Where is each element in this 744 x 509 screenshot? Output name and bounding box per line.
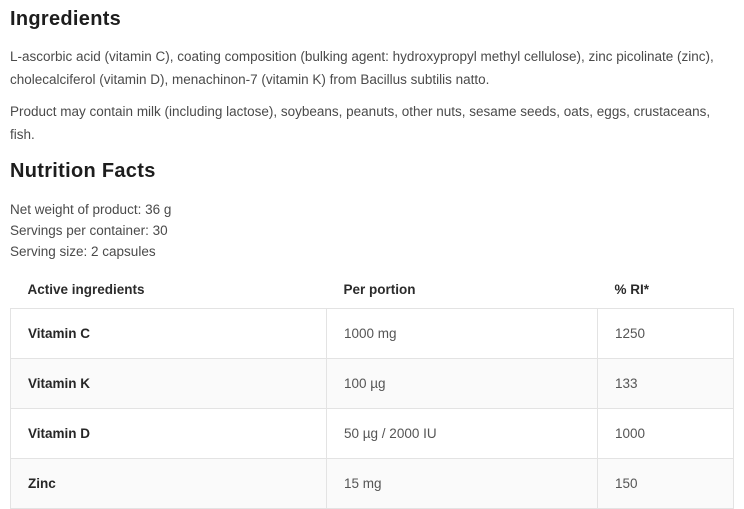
ingredient-name-cell: Vitamin D	[11, 408, 327, 458]
per-portion-cell: 1000 mg	[327, 308, 598, 358]
net-weight-text: Net weight of product: 36 g	[10, 202, 172, 217]
table-row	[11, 358, 734, 408]
per-portion-cell: 100 µg	[327, 358, 598, 408]
per-portion-cell: 50 µg / 2000 IU	[327, 408, 598, 458]
ingredients-section	[10, 6, 734, 146]
ri-value-cell: 1000	[598, 408, 734, 458]
serving-size-text: Serving size: 2 capsules	[10, 244, 156, 259]
per-portion-cell: 15 mg	[327, 458, 598, 508]
servings-per-container-text: Servings per container: 30	[10, 223, 168, 238]
nutrition-table	[10, 272, 734, 509]
nutrition-facts-title: Nutrition Facts	[10, 160, 156, 182]
ingredients-composition-text: L-ascorbic acid (vitamin C), coating composition (bulking agent: hydroxypropyl methyl cellulose), zinc picolinate (zinc), cholecalciferol (vitamin D), menachinon-7 (vitamin K) from Bacillus subtilis natto.	[10, 49, 714, 87]
column-header-per-portion: Per portion	[327, 272, 598, 308]
ri-value-cell: 133	[598, 358, 734, 408]
table-row	[11, 408, 734, 458]
table-row	[11, 458, 734, 508]
ri-value-cell: 150	[598, 458, 734, 508]
ingredient-name-cell: Vitamin C	[11, 308, 327, 358]
ingredients-title: Ingredients	[10, 8, 122, 30]
allergen-notice-text: Product may contain milk (including lactose), soybeans, peanuts, other nuts, sesame seeds, oats, eggs, crustaceans, fish.	[10, 104, 711, 142]
table-row	[11, 308, 734, 358]
ingredient-name-cell: Zinc	[11, 458, 327, 508]
column-header-ri: % RI*	[598, 272, 734, 308]
serving-info-block	[10, 199, 734, 262]
ri-value-cell: 1250	[598, 308, 734, 358]
column-header-active-ingredients: Active ingredients	[11, 272, 327, 308]
nutrition-facts-section	[10, 158, 734, 509]
table-header-row	[11, 272, 734, 308]
ingredient-name-cell: Vitamin K	[11, 358, 327, 408]
